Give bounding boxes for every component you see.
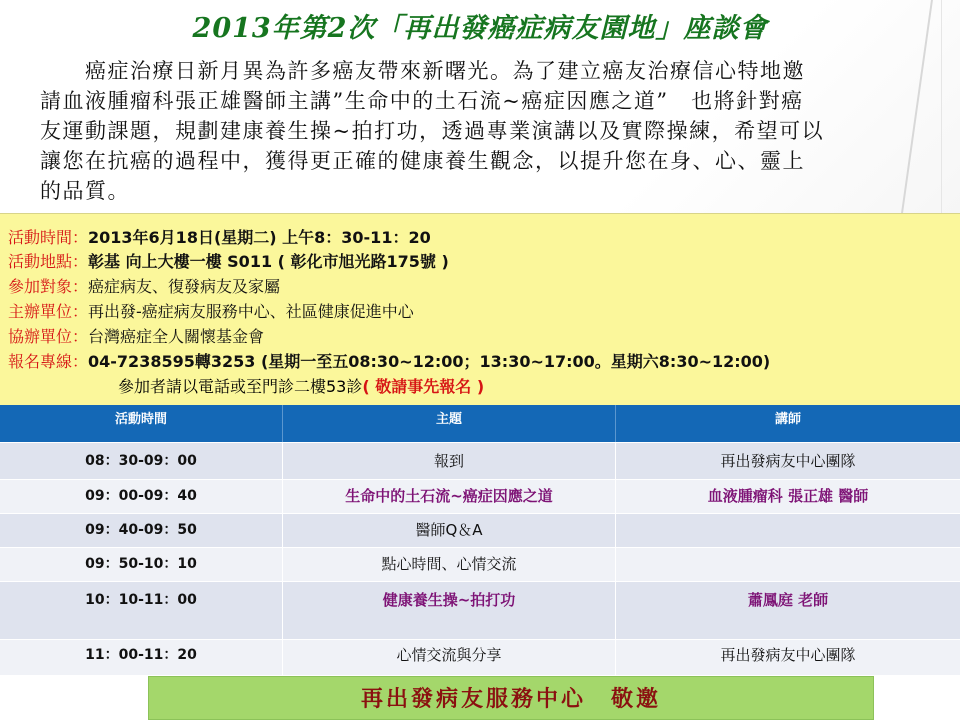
info-value: 癌症病友、復發病友及家屬 [88, 277, 281, 296]
table-row [0, 480, 960, 513]
row-topic: 生命中的土石流~癌症因應之道 [345, 487, 553, 505]
column-divider [282, 582, 283, 639]
intro-line: 讓您在抗癌的過程中，獲得更正確的健康養生觀念，以提升您在身、心、靈上 [40, 149, 805, 173]
row-speaker: 再出發病友中心團隊 [720, 452, 856, 470]
table-row [0, 514, 960, 547]
row-speaker: 再出發病友中心團隊 [720, 646, 856, 664]
header-time: 活動時間 [114, 412, 167, 427]
note-emphasis: ( 敬請事先報名 ) [362, 377, 485, 396]
info-place [8, 249, 449, 274]
column-divider [282, 640, 283, 675]
info-value: 2013年6月18日(星期二) 上午8：30-11：20 [88, 228, 431, 247]
page-title: 2013年第2次「再出發癌症病友園地」座談會 [192, 13, 768, 44]
table-row [0, 640, 960, 675]
intro-line: 癌症治療日新月異為許多癌友帶來新曙光。為了建立癌友治療信心特地邀 [40, 59, 805, 83]
info-value: 再出發-癌症病友服務中心、社區健康促進中心 [88, 302, 414, 321]
column-divider [615, 480, 616, 513]
info-label: 活動時間： [8, 228, 89, 247]
column-divider [615, 640, 616, 675]
info-value: 彰基 向上大樓一樓 S011 ( 彰化市旭光路175號 ) [88, 252, 449, 271]
column-divider [615, 582, 616, 639]
column-divider [615, 548, 616, 581]
info-hotline [8, 349, 770, 374]
info-time [8, 225, 431, 250]
info-label: 參加對象： [8, 277, 89, 296]
header-speaker: 講師 [774, 412, 801, 427]
row-topic: 心情交流與分享 [396, 646, 502, 664]
intro-line: 請血液腫瘤科張正雄醫師主講”生命中的土石流~癌症因應之道” 也將針對癌 [40, 89, 804, 113]
row-topic: 醫師Q＆A [415, 521, 483, 539]
row-time: 10：10-11：00 [85, 592, 197, 608]
row-topic: 報到 [433, 452, 464, 470]
table-row [0, 548, 960, 581]
column-divider [282, 480, 283, 513]
info-audience [8, 274, 280, 299]
info-organizer [8, 299, 414, 324]
row-time: 11：00-11：20 [85, 647, 197, 663]
row-time: 09：50-10：10 [85, 556, 197, 572]
column-divider [615, 443, 616, 479]
header-topic: 主題 [435, 412, 462, 427]
invitation-footer: 再出發病友服務中心 敬邀 [148, 676, 874, 720]
column-divider [282, 514, 283, 547]
table-header [0, 405, 960, 442]
column-divider [282, 548, 283, 581]
row-speaker: 血液腫瘤科 張正雄 醫師 [707, 487, 869, 505]
schedule-table [0, 405, 960, 675]
info-value: 台灣癌症全人關懷基金會 [88, 327, 265, 346]
note-text: 參加者請以電話或至門診二樓53診 [118, 377, 363, 396]
info-label: 協辦單位： [8, 327, 89, 346]
info-value: 04-7238595轉3253 (星期一至五08:30~12:00；13:30~17:00。星期六8:30~12:00) [88, 352, 771, 371]
row-topic: 健康養生操~拍打功 [382, 591, 516, 609]
intro-paragraph [40, 56, 960, 206]
info-label: 報名專線： [8, 352, 89, 371]
event-info-box [0, 213, 960, 406]
column-divider [282, 443, 283, 479]
row-time: 09：40-09：50 [85, 522, 197, 538]
table-row [0, 443, 960, 479]
table-row [0, 582, 960, 639]
header-section [0, 0, 960, 213]
row-time: 08：30-09：00 [85, 453, 197, 469]
registration-note [118, 374, 484, 399]
info-coorganizer [8, 324, 264, 349]
column-divider [615, 514, 616, 547]
info-label: 活動地點： [8, 252, 89, 271]
row-time: 09：00-09：40 [85, 488, 197, 504]
intro-line: 友運動課題，規劃建康養生操~拍打功，透過專業演講以及實際操練，希望可以 [40, 119, 825, 143]
row-speaker: 蕭鳳庭 老師 [747, 591, 829, 609]
info-label: 主辦單位： [8, 302, 89, 321]
row-topic: 點心時間、心情交流 [381, 555, 517, 573]
intro-line: 的品質。 [40, 179, 130, 203]
